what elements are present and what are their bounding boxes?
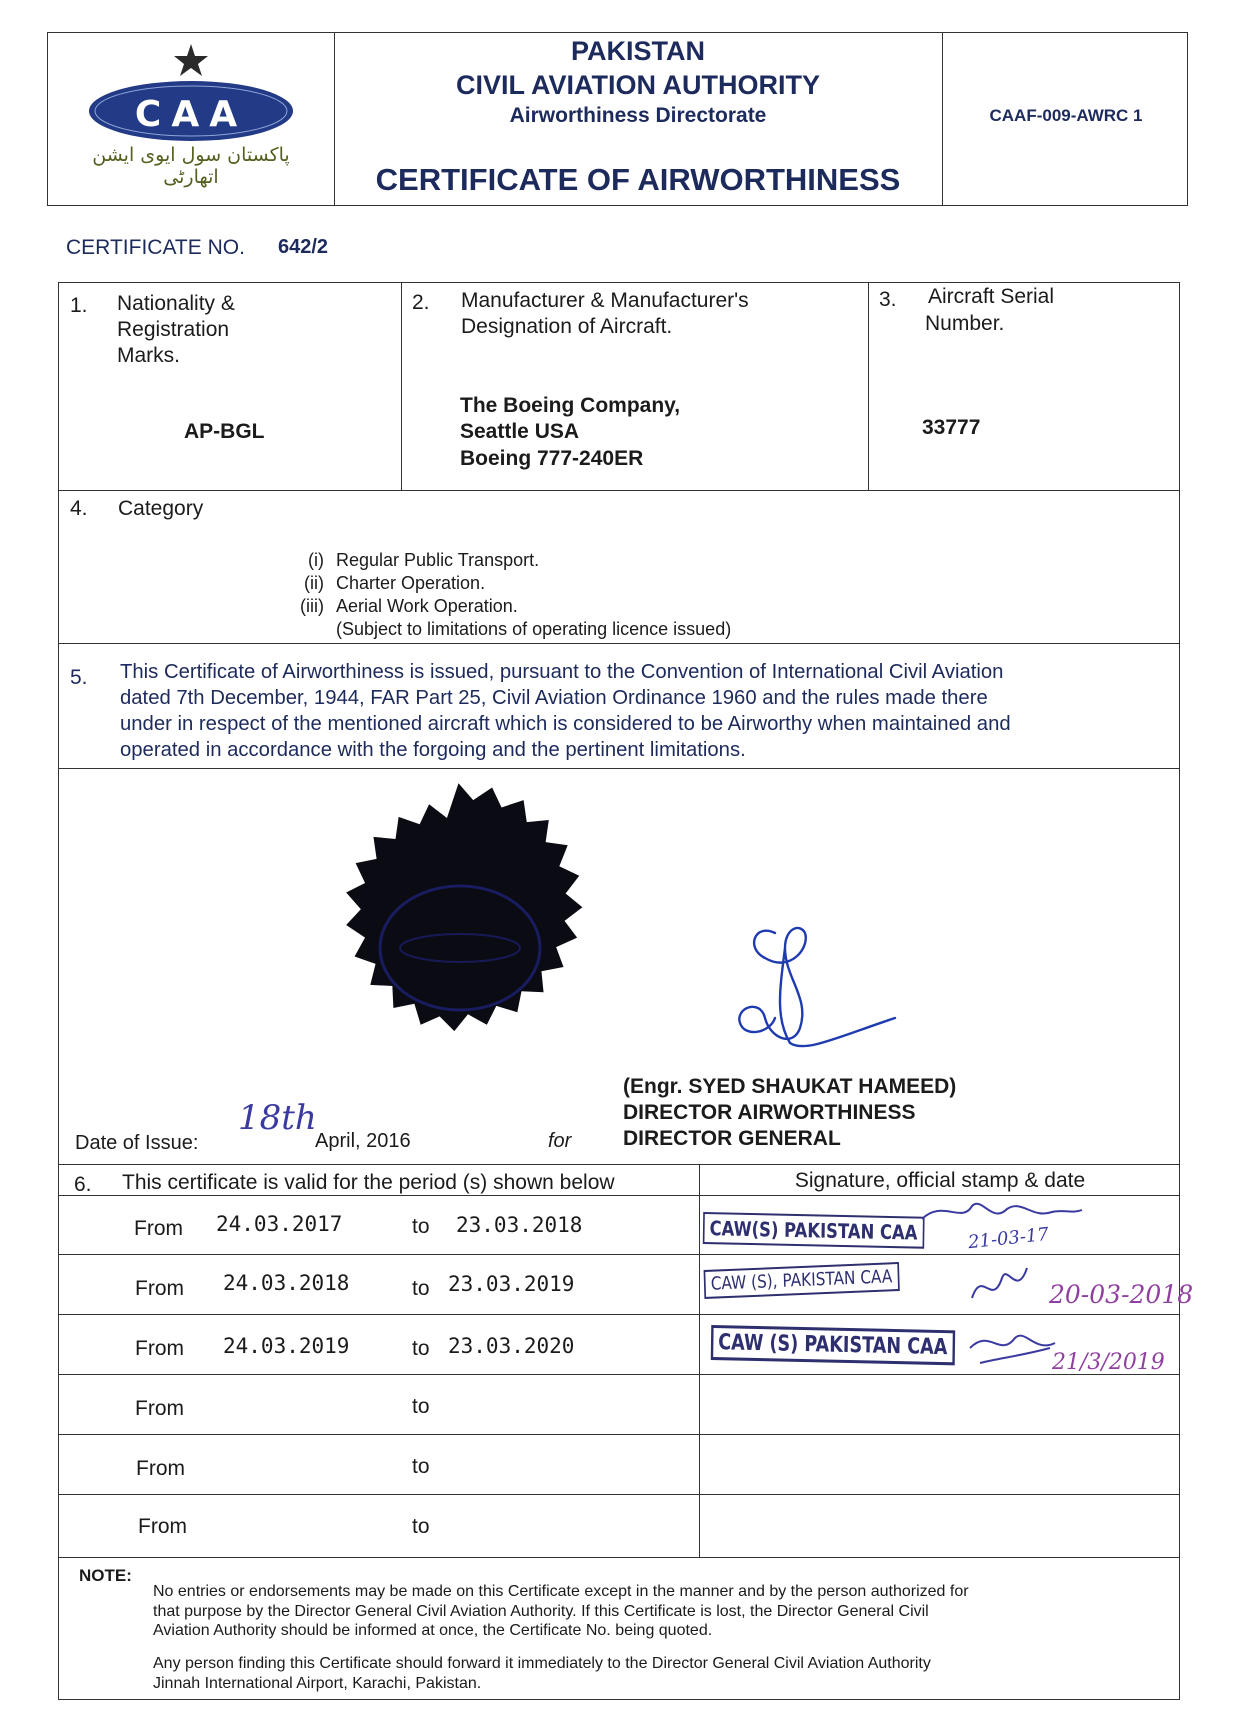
caw-stamp-2018: CAW (S), PAKISTAN CAA (704, 1262, 900, 1299)
endorsement-signature-2018 (962, 1258, 1032, 1318)
section-1-label-line-1: Nationality & (117, 292, 235, 315)
valid-to-date: 23.03.2019 (448, 1272, 575, 1296)
table-row: From 24.03.2017 to 23.03.2018 (58, 1195, 1180, 1255)
section-1-number: 1. (70, 294, 88, 317)
form-code: CAAF-009-AWRC 1 (989, 106, 1143, 125)
list-item: (ii) Charter Operation. (304, 573, 486, 593)
issue-day-handwritten: 18th (238, 1098, 317, 1138)
caw-stamp-2017: CAW(S) PAKISTAN CAA (703, 1212, 924, 1249)
valid-from-date: 24.03.2017 (216, 1212, 343, 1236)
section-1-label-line-2: Registration (117, 318, 230, 341)
aircraft-serial-value: 33777 (922, 416, 981, 439)
director-signature (715, 918, 915, 1068)
for-label: for (548, 1130, 572, 1152)
document-title: CERTIFICATE OF AIRWORTHINESS (375, 162, 901, 197)
table-row: From to (58, 1375, 1180, 1435)
table-row: From 24.03.2018 to 23.03.2019 (58, 1255, 1180, 1315)
endorsement-date-2019: 21/3/2019 (1052, 1350, 1165, 1375)
manufacturer-value-line-1: The Boeing Company, (460, 394, 681, 417)
header-line-pakistan: PAKISTAN (571, 36, 705, 66)
manufacturer-value-line-3: Boeing 777-240ER (460, 447, 644, 470)
section-4-number: 4. (70, 497, 88, 520)
validity-period-label: This certificate is valid for the period (s) shown below (122, 1171, 615, 1194)
section-2-label-line-2: Designation of Aircraft. (461, 315, 673, 338)
section-2-number: 2. (412, 291, 430, 314)
section-1-label-line-3: Marks. (117, 344, 180, 367)
category-list (270, 549, 731, 641)
note-paragraph-1: No entries or endorsements may be made on this Certificate except in the manner and by the person authorized for that purpose by the Director General Civil Aviation Authority. If this Certificate is lost, the Director General Civil Aviation Authority should be informed at once, the Certificate No. being quoted. (153, 1583, 969, 1639)
valid-to-date: 23.03.2020 (448, 1334, 575, 1358)
section-5-text: This Certificate of Airworthiness is issued, pursuant to the Convention of International Civil Aviation dated 7th December, 1944, FAR Part 25, Civil Aviation Ordinance 1960 and the rules made there under in respect of the mentioned aircraft which is considered to be Airworthy when maintained and operated in accordance with the forgoing and the pertinent limitations. (120, 661, 1011, 761)
logo-text: CAA (134, 94, 248, 135)
official-seal (290, 780, 630, 1120)
note-title: NOTE: (79, 1566, 132, 1585)
signatory-name: (Engr. SYED SHAUKAT HAMEED) (623, 1075, 957, 1098)
signature-stamp-date-header: Signature, official stamp & date (794, 1169, 1086, 1192)
section-3-label-line-2: Number. (925, 312, 1005, 335)
endorsement-signature-2017 (912, 1194, 1092, 1234)
section-2-label-line-1: Manufacturer & Manufacturer's (461, 289, 749, 312)
category-label: Category (118, 497, 204, 520)
certificate-number-value: 642/2 (278, 236, 329, 258)
header-line-authority: CIVIL AVIATION AUTHORITY (456, 70, 820, 100)
category-note: (Subject to limitations of operating licence issued) (336, 619, 732, 639)
note-paragraph-2: Any person finding this Certificate should forward it immediately to the Director General Civil Aviation Authority Jinnah International Airport, Karachi, Pakistan. (153, 1655, 931, 1692)
certificate-number-label: CERTIFICATE NO. (66, 236, 245, 259)
section-5-number: 5. (70, 666, 88, 689)
registration-marks-value: AP-BGL (184, 420, 265, 443)
section-3-number: 3. (879, 288, 897, 311)
seal-starburst-icon (346, 783, 582, 1031)
signatory-title-2: DIRECTOR GENERAL (623, 1127, 841, 1150)
list-item: (iii) Aerial Work Operation. (300, 596, 518, 616)
section-6-number: 6. (74, 1173, 92, 1196)
endorsement-signature-2019 (960, 1318, 1060, 1378)
section-3-label-line-1: Aircraft Serial (928, 285, 1055, 308)
signatory-title-1: DIRECTOR AIRWORTHINESS (623, 1101, 916, 1124)
endorsement-date-2018: 20-03-2018 (1049, 1280, 1194, 1309)
list-item: (i) Regular Public Transport. (308, 550, 540, 570)
table-row: From 24.03.2019 to 23.03.2020 (58, 1315, 1180, 1375)
valid-to-date: 23.03.2018 (456, 1213, 583, 1237)
date-of-issue-label: Date of Issue: (75, 1132, 199, 1154)
caa-logo (80, 36, 310, 186)
manufacturer-value-line-2: Seattle USA (460, 420, 580, 443)
valid-from-date: 24.03.2018 (223, 1271, 350, 1295)
table-row: From to (58, 1435, 1180, 1495)
logo-urdu-text: پاکستان سول ایوی ایشن اتھارٹی (92, 144, 290, 188)
issue-month-year: April, 2016 (315, 1130, 411, 1152)
endorsement-date-2017: 21-03-17 (967, 1223, 1050, 1254)
valid-from-date: 24.03.2019 (223, 1334, 350, 1358)
caw-stamp-2019: CAW (S) PAKISTAN CAA (711, 1325, 955, 1365)
header-line-directorate: Airworthiness Directorate (509, 104, 767, 127)
table-row: From to (58, 1495, 1180, 1558)
